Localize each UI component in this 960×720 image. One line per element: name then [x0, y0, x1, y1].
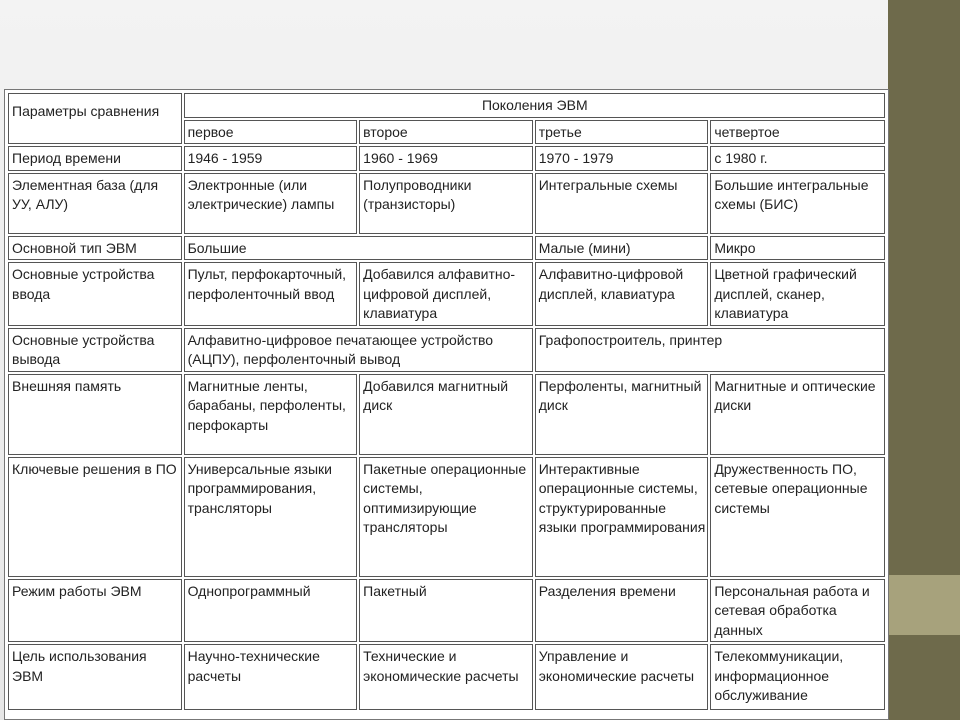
- table-cell: Однопрограммный: [184, 579, 358, 643]
- table-cell: Управление и экономические расчеты: [535, 644, 709, 710]
- header-gen-3: третье: [535, 120, 709, 145]
- table-row: [8, 236, 885, 261]
- table-cell: Магнитные ленты, барабаны, перфоленты, перфокарты: [184, 374, 358, 455]
- row-param: Элементная база (для УУ, АЛУ): [8, 173, 182, 234]
- table-cell: Научно-технические расчеты: [184, 644, 358, 710]
- table-cell: Интегральные схемы: [535, 173, 709, 234]
- row-param: Основные устройства ввода: [8, 262, 182, 326]
- table-row: [8, 374, 885, 455]
- table-cell: Универсальные языки программирования, трансляторы: [184, 457, 358, 577]
- table-cell: Технические и экономические расчеты: [359, 644, 533, 710]
- table-row: [8, 328, 885, 372]
- table-cell: Алфавитно-цифровое печатающее устройство (АЦПУ), перфоленточный вывод: [184, 328, 533, 372]
- row-param: Цель использования ЭВМ: [8, 644, 182, 710]
- table-cell: Разделения времени: [535, 579, 709, 643]
- table-cell: Интерактивные операционные системы, структурированные языки программирования: [535, 457, 709, 577]
- table-cell: Графопостроитель, принтер: [535, 328, 885, 372]
- table-cell: 1960 - 1969: [359, 146, 533, 171]
- header-gen-2: второе: [359, 120, 533, 145]
- table-cell: Электронные (или электрические) лампы: [184, 173, 358, 234]
- table-cell: Телекоммуникации, информационное обслуживание: [710, 644, 885, 710]
- evm-generations-table: [6, 91, 887, 712]
- side-accent-bar-bottom: [888, 635, 960, 720]
- table-row: [8, 146, 885, 171]
- comparison-table-frame: [4, 89, 889, 720]
- header-corner: Параметры сравнения: [8, 93, 182, 144]
- table-cell: Большие: [184, 236, 533, 261]
- row-param: Режим работы ЭВМ: [8, 579, 182, 643]
- table-row: [8, 457, 885, 577]
- table-cell: Алфавитно-цифровой дисплей, клавиатура: [535, 262, 709, 326]
- header-generations: Поколения ЭВМ: [184, 93, 885, 118]
- table-cell: Перфоленты, магнитный диск: [535, 374, 709, 455]
- header-gen-1: первое: [184, 120, 358, 145]
- table-cell: Добавился алфавитно-цифровой дисплей, клавиатура: [359, 262, 533, 326]
- row-param: Ключевые решения в ПО: [8, 457, 182, 577]
- table-cell: 1946 - 1959: [184, 146, 358, 171]
- table-cell: Цветной графический дисплей, сканер, клавиатура: [710, 262, 885, 326]
- table-cell: Магнитные и оптические диски: [710, 374, 885, 455]
- table-cell: Полупроводники (транзисторы): [359, 173, 533, 234]
- table-cell: Малые (мини): [535, 236, 709, 261]
- table-row: [8, 644, 885, 710]
- table-cell: Дружественность ПО, сетевые операционные системы: [710, 457, 885, 577]
- table-cell: 1970 - 1979: [535, 146, 709, 171]
- side-accent-bar-top: [888, 0, 960, 575]
- table-row: [8, 579, 885, 643]
- row-param: Основной тип ЭВМ: [8, 236, 182, 261]
- table-cell: Большие интегральные схемы (БИС): [710, 173, 885, 234]
- table-row: [8, 262, 885, 326]
- table-cell: Пакетный: [359, 579, 533, 643]
- side-accent-bar-middle: [888, 575, 960, 635]
- row-param: Внешняя память: [8, 374, 182, 455]
- table-cell: Пакетные операционные системы, оптимизирующие трансляторы: [359, 457, 533, 577]
- table-cell: Персональная работа и сетевая обработка данных: [710, 579, 885, 643]
- row-param: Основные устройства вывода: [8, 328, 182, 372]
- header-gen-4: четвертое: [710, 120, 885, 145]
- row-param: Период времени: [8, 146, 182, 171]
- table-row: [8, 173, 885, 234]
- table-cell: Пульт, перфокарточный, перфоленточный ввод: [184, 262, 358, 326]
- table-cell: Микро: [710, 236, 885, 261]
- table-cell: Добавился магнитный диск: [359, 374, 533, 455]
- table-cell: с 1980 г.: [710, 146, 885, 171]
